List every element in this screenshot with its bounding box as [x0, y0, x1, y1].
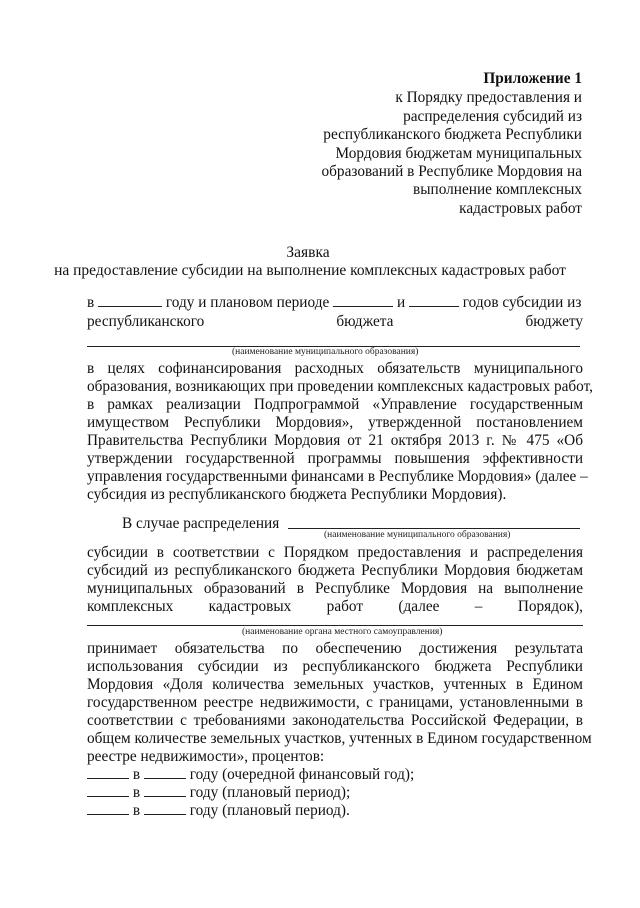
year-blank[interactable]	[98, 294, 162, 307]
purpose-line: образования, возникающих при проведении комплексных кадастровых работ,	[87, 378, 593, 395]
year-row-text: году (плановый период).	[189, 802, 350, 819]
subsidy-line: комплексных кадастровых работ (далее – Порядок),	[87, 598, 583, 615]
appendix-line: Мордовия бюджетам муниципальных	[335, 144, 582, 162]
subsidy-line: муниципальных образований в Республике Мордовия на выполнение	[87, 580, 583, 597]
year-row-text: году (очередной финансовый год);	[189, 766, 415, 783]
purpose-line: утверждении государственной программы повышения эффективности	[87, 450, 583, 467]
appendix-line: выполнение комплексных	[413, 181, 582, 199]
percent-blank[interactable]	[87, 784, 129, 797]
appendix-line: к Порядку предоставления и	[395, 89, 582, 107]
caption-municipality: (наименование муниципального образования)	[232, 347, 419, 357]
purpose-line: управления государственными финансами в Республике Мордовия» (далее –	[87, 468, 588, 485]
period-line	[87, 294, 583, 312]
authority-field[interactable]	[87, 625, 583, 626]
purpose-line: имуществом Республики Мордовия», утвержденной постановлением	[87, 414, 583, 431]
year-row	[87, 802, 350, 820]
obligation-line-last: реестре недвижимости», процентов:	[87, 748, 325, 765]
percent-blank[interactable]	[87, 802, 129, 815]
appendix-line: образований в Республике Мордовия на	[321, 163, 582, 181]
period-phrase: году и плановом периоде	[165, 294, 330, 311]
year-row	[87, 784, 350, 802]
obligation-line: принимает обязательства по обеспечению достижения результата	[87, 640, 583, 657]
purpose-line-last: субсидия из республиканского бюджета Республики Мордовия).	[87, 486, 507, 503]
purpose-line: Правительства Республики Мордовия от 21 октября 2013 г. № 475 «Об	[87, 432, 583, 449]
distribution-municipality-field[interactable]	[288, 528, 580, 529]
document-subtitle: на предоставление субсидии на выполнение комплексных кадастровых работ	[54, 262, 566, 279]
caption-authority: (наименование органа местного самоуправления)	[242, 627, 443, 637]
appendix-line: распределения субсидий из	[403, 107, 582, 125]
obligation-line: использования субсидии из республиканского бюджета Республики	[87, 658, 583, 675]
period-tail: годов субсидии из	[462, 294, 582, 311]
period-word-i: и	[396, 294, 406, 311]
budget-word: бюджету	[525, 313, 583, 330]
appendix-line: республиканского бюджета Республики	[323, 126, 582, 144]
obligation-line: Мордовия «Доля количества земельных участков, учтенных в Едином	[87, 676, 583, 693]
year-row-prep: в	[132, 802, 141, 819]
purpose-line: в рамках реализации Подпрограммой «Управление государственным	[87, 396, 583, 413]
budget-word: бюджета	[336, 313, 394, 330]
document-title: Заявка	[286, 244, 330, 261]
period-word-v: в	[87, 294, 95, 311]
plan-year-blank-2[interactable]	[409, 294, 459, 307]
purpose-line: в целях софинансирования расходных обязательств муниципального	[87, 360, 583, 377]
subsidy-line: субсидии в соответствии с Порядком предоставления и распределения	[87, 544, 583, 561]
appendix-line: кадастровых работ	[459, 199, 582, 217]
obligation-line: государственном реестре недвижимости, с границами, установленными в	[87, 694, 583, 711]
year-blank[interactable]	[144, 784, 186, 797]
year-row-text: году (плановый период);	[189, 784, 351, 801]
year-blank[interactable]	[144, 766, 186, 779]
appendix-heading: Приложение 1	[483, 70, 582, 87]
year-row	[87, 766, 414, 784]
distribution-label: В случае распределения	[122, 515, 280, 532]
obligation-line: общем количестве земельных участков, учтенных в Едином государственном	[87, 730, 592, 747]
percent-blank[interactable]	[87, 766, 129, 779]
budget-line	[87, 313, 583, 331]
appendix-block	[322, 70, 583, 218]
budget-word: республиканского	[87, 313, 205, 330]
subsidy-line: субсидий из республиканского бюджета Республики Мордовия бюджетам	[87, 562, 583, 579]
year-row-prep: в	[132, 766, 141, 783]
year-row-prep: в	[132, 784, 141, 801]
caption-municipality-2: (наименование муниципального образования)	[324, 530, 511, 540]
obligation-line: соответствии с требованиями законодательства Российской Федерации, в	[87, 712, 583, 729]
year-blank[interactable]	[144, 802, 186, 815]
plan-year-blank-1[interactable]	[333, 294, 393, 307]
